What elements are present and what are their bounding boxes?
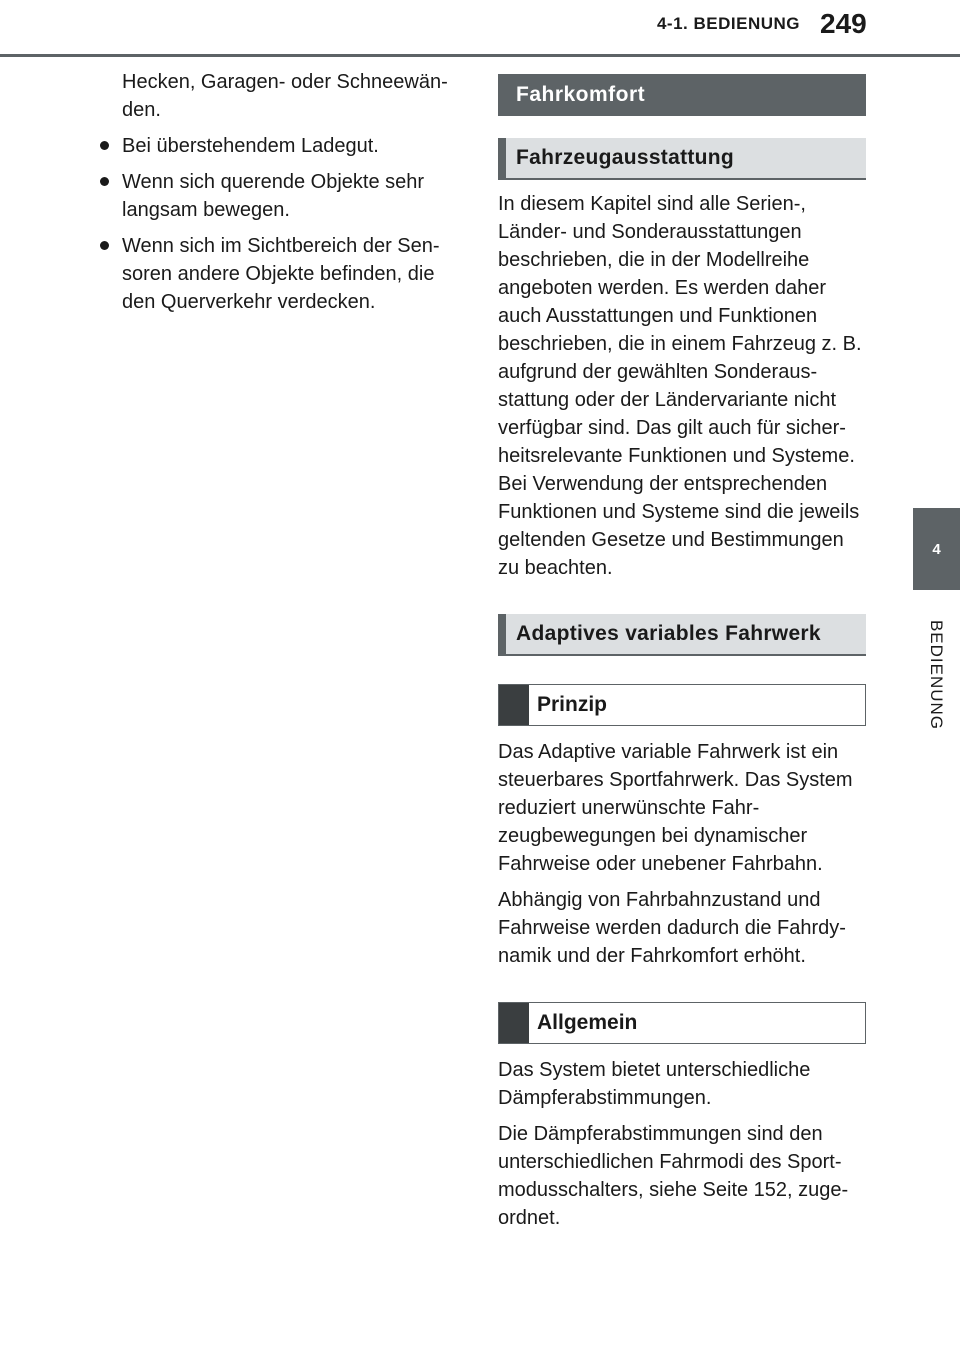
list-item-text: Bei überstehendem Ladegut. <box>122 135 379 157</box>
chapter-tab-label: BEDIENUNG <box>927 619 947 731</box>
heading-marker <box>499 1003 529 1043</box>
topic-heading-allgemein <box>498 1002 866 1044</box>
header-divider <box>0 54 960 57</box>
section-heading-fahrkomfort: Fahrkomfort <box>498 74 866 116</box>
bullet-icon <box>100 141 109 150</box>
list-item <box>100 132 470 160</box>
list-item <box>100 232 470 316</box>
topic-heading-prinzip <box>498 684 866 726</box>
continued-bullet-text: Hecken, Garagen- oder Schneewänden. <box>122 71 448 121</box>
bullet-icon <box>100 177 109 186</box>
chapter-section-title: 4-1. BEDIENUNG <box>656 14 800 33</box>
equipment-paragraph: In diesem Kapitel sind alle Serien-, Länder- und Sonderausstattungen beschrieben, die in der Modellreihe angeboten werden. Es werden daher auch Ausstattungen und Funktionen beschrieben, die in einem Fahrzeug z. B. aufgrund der gewählten Sonderausstattung oder der Ländervariante nicht verfügbar sind. Das gilt auch für sicherheitsrelevante Funktionen und Systeme. Bei Verwendung der entsprechenden Funktionen und Systeme sind die jeweils geltenden Gesetze und Bestimmungen zu beachten. <box>498 193 862 579</box>
page-number: 249 <box>820 8 867 39</box>
chapter-tab-number: 4 <box>913 508 960 590</box>
subsection-heading-fahrwerk: Adaptives variables Fahrwerk <box>498 614 866 656</box>
bullet-icon <box>100 241 109 250</box>
left-column <box>100 68 470 324</box>
subsection-heading-fahrzeugausstattung: Fahrzeugausstattung <box>498 138 866 180</box>
list-item <box>100 168 470 224</box>
principle-paragraph-1: Das Adaptive variable Fahrwerk ist ein steuerbares Sportfahrwerk. Das System reduziert unerwünschte Fahrzeugbewegungen bei dynamischer Fahrweise oder unebener Fahrbahn. <box>498 741 853 875</box>
list-item-text: Wenn sich querende Objekte sehr langsam bewegen. <box>122 171 425 221</box>
topic-heading-label: Prinzip <box>537 693 608 716</box>
general-paragraph-2: Die Dämpferabstimmungen sind den unterschiedlichen Fahrmodi des Sportmodusschalters, siehe Seite 152, zugeordnet. <box>498 1123 849 1229</box>
bullet-list <box>100 132 470 316</box>
right-column <box>498 74 866 1240</box>
heading-marker <box>499 685 529 725</box>
topic-heading-label: Allgemein <box>537 1011 638 1034</box>
principle-paragraph-2: Abhängig von Fahrbahnzustand und Fahrweise werden dadurch die Fahrdynamik und der Fahrkomfort erhöht. <box>498 889 846 967</box>
chapter-tab-label-wrap <box>913 610 960 740</box>
list-item-text: Wenn sich im Sichtbereich der Sensoren andere Objekte befinden, die den Querverkehr verdecken. <box>122 235 440 313</box>
general-paragraph-1: Das System bietet unterschiedliche Dämpferabstimmungen. <box>498 1059 811 1109</box>
